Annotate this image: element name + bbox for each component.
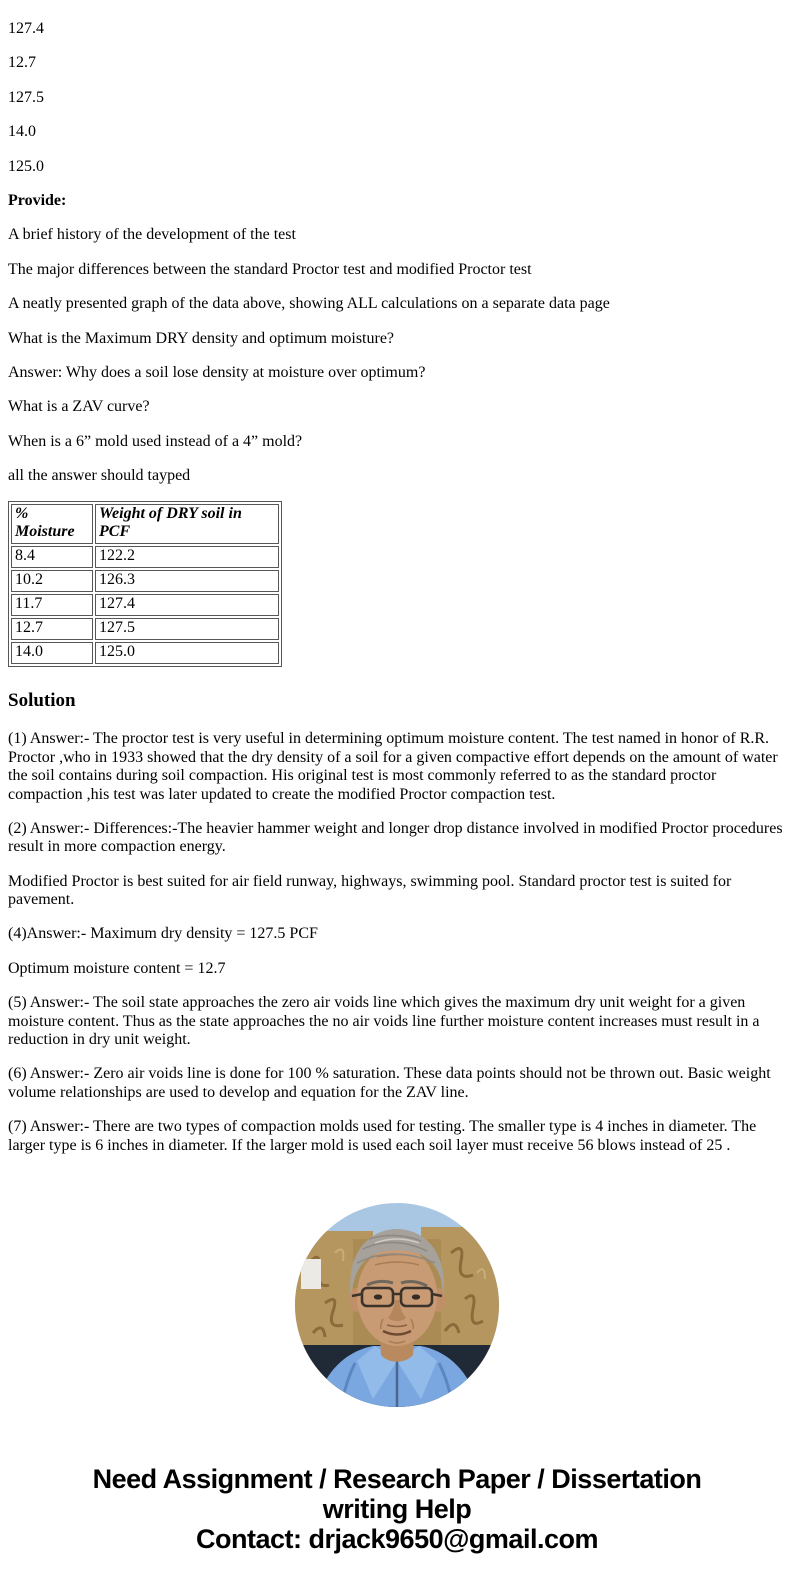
provide-item: Answer: Why does a soil lose density at moisture over optimum? bbox=[8, 363, 426, 381]
solution-paragraph: (6) Answer:- Zero air voids line is done for 100 % saturation. These data points should not be thrown out. Basic weight volume relationships are used to develop and equation for the ZAV line. bbox=[8, 1065, 771, 1101]
intro-value: 125.0 bbox=[8, 157, 44, 175]
footer-banner bbox=[8, 1464, 786, 1554]
solution-paragraph: (2) Answer:- Differences:-The heavier hammer weight and longer drop distance involved in modified Proctor procedures result in more compaction energy. bbox=[8, 819, 783, 856]
solution-heading: Solution bbox=[8, 690, 76, 712]
cell-moisture: 8.4 bbox=[11, 546, 93, 568]
cell-weight: 125.0 bbox=[95, 642, 279, 664]
table-row bbox=[11, 594, 279, 616]
cell-moisture: 12.7 bbox=[11, 618, 93, 640]
provide-item: When is a 6” mold used instead of a 4” mold? bbox=[8, 432, 303, 450]
provide-item: The major differences between the standard Proctor test and modified Proctor test bbox=[8, 260, 532, 278]
cell-moisture: 11.7 bbox=[11, 594, 93, 616]
intro-value: 12.7 bbox=[8, 54, 36, 72]
solution-paragraph: (1) Answer:- The proctor test is very useful in determining optimum moisture content. The test named in honor of R.R. Proctor ,who in 1933 showed that the dry density of a soil for a given compactive effort depends on the amount of water the soil contains during soil compaction. His original test is most commonly referred to as the standard proctor compaction ,his test was later updated to create the modified Proctor compaction test. bbox=[8, 730, 778, 803]
solution-paragraph: (4)Answer:- Maximum dry density = 127.5 PCF bbox=[8, 925, 318, 943]
cell-moisture: 10.2 bbox=[11, 570, 93, 592]
cell-weight: 127.4 bbox=[95, 594, 279, 616]
footer-line-1: Need Assignment / Research Paper / Dissertation bbox=[92, 1464, 702, 1494]
cell-weight: 127.5 bbox=[95, 618, 279, 640]
table-header-row bbox=[11, 504, 279, 544]
provide-item: all the answer should tayped bbox=[8, 467, 191, 485]
cell-weight: 126.3 bbox=[95, 570, 279, 592]
column-header-weight: Weight of DRY soil in PCF bbox=[95, 504, 279, 544]
table-row bbox=[11, 546, 279, 568]
solution-paragraph: (5) Answer:- The soil state approaches the zero air voids line which gives the maximum dry unit weight for a given moisture content. Thus as the state approaches the no air voids line further moisture content increases must result in a reduction in dry unit weight. bbox=[8, 994, 760, 1049]
tutor-photo bbox=[8, 1203, 786, 1412]
solution-paragraph: (7) Answer:- There are two types of compaction molds used for testing. The smaller type is 4 inches in diameter. The larger type is 6 inches in diameter. If the larger mold is used each soil layer must receive 56 blows instead of 25 . bbox=[8, 1118, 757, 1154]
intro-value: 127.4 bbox=[8, 20, 44, 37]
table-row bbox=[11, 618, 279, 640]
contact-email: Contact: drjack9650@gmail.com bbox=[196, 1524, 598, 1554]
table-row bbox=[11, 642, 279, 664]
footer-line-2: writing Help bbox=[322, 1494, 472, 1524]
tutor-avatar-image bbox=[295, 1203, 499, 1407]
provide-item: What is the Maximum DRY density and optimum moisture? bbox=[8, 329, 395, 347]
solution-paragraph: Optimum moisture content = 12.7 bbox=[8, 959, 226, 977]
table-row bbox=[11, 570, 279, 592]
provide-item: What is a ZAV curve? bbox=[8, 398, 150, 416]
provide-item: A neatly presented graph of the data above, showing ALL calculations on a separate data page bbox=[8, 295, 610, 313]
provide-item: A brief history of the development of the test bbox=[8, 226, 296, 244]
cell-moisture: 14.0 bbox=[11, 642, 93, 664]
moisture-density-table bbox=[8, 501, 282, 667]
intro-value: 127.5 bbox=[8, 88, 44, 106]
column-header-moisture: % Moisture bbox=[11, 504, 93, 544]
provide-heading: Provide: bbox=[8, 191, 67, 209]
solution-paragraph: Modified Proctor is best suited for air field runway, highways, swimming pool. Standard proctor test is suited for pavement. bbox=[8, 872, 732, 909]
cell-weight: 122.2 bbox=[95, 546, 279, 568]
intro-value: 14.0 bbox=[8, 123, 36, 141]
